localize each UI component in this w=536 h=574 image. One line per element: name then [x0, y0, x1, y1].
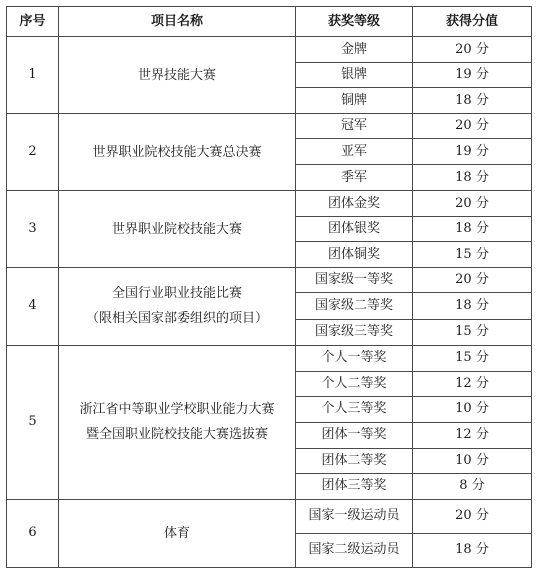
- project-name: [59, 191, 296, 268]
- project-name-line: 世界职业院校技能大赛: [111, 221, 242, 237]
- group-index: 6: [7, 499, 59, 567]
- table-row: [7, 191, 532, 217]
- award-level: 团体铜奖: [296, 242, 413, 268]
- award-score: 18 分: [413, 293, 532, 319]
- project-name: [59, 499, 296, 567]
- award-score: 18 分: [413, 533, 532, 567]
- award-score: 15 分: [413, 319, 532, 345]
- award-level: 团体三等奖: [296, 473, 413, 499]
- award-score: 20 分: [413, 37, 532, 63]
- award-score: 15 分: [413, 345, 532, 371]
- project-name-line: 世界技能大赛: [137, 67, 216, 83]
- group-index: 3: [7, 191, 59, 268]
- project-name-line: 体育: [163, 525, 190, 541]
- award-level: 国家一级运动员: [296, 499, 413, 533]
- award-level: 亚军: [296, 139, 413, 165]
- table-row: [7, 37, 532, 63]
- award-score: 10 分: [413, 448, 532, 473]
- project-name-line: 浙江省中等职业学校职业能力大赛: [79, 402, 275, 418]
- award-level: 团体二等奖: [296, 448, 413, 473]
- award-score: 12 分: [413, 371, 532, 396]
- award-score: 20 分: [413, 268, 532, 293]
- table-row: [7, 345, 532, 371]
- award-level: 国家级一等奖: [296, 268, 413, 293]
- award-score: 18 分: [413, 165, 532, 191]
- award-score: 20 分: [413, 191, 532, 217]
- award-score-table: [6, 6, 532, 568]
- table-row: [7, 268, 532, 293]
- project-name-line: 世界职业院校技能大赛总决赛: [92, 144, 262, 160]
- project-name: [59, 268, 296, 345]
- award-level: 个人一等奖: [296, 345, 413, 371]
- project-name-line: 全国行业职业技能比赛: [111, 286, 242, 302]
- award-score: 19 分: [413, 63, 532, 88]
- award-score: 20 分: [413, 499, 532, 533]
- award-score: 15 分: [413, 242, 532, 268]
- project-name: [59, 345, 296, 499]
- award-level: 个人三等奖: [296, 396, 413, 422]
- award-level: 金牌: [296, 37, 413, 63]
- project-name: [59, 37, 296, 114]
- award-level: 团体一等奖: [296, 422, 413, 448]
- table-header-row: [7, 7, 532, 37]
- header-index: 序号: [7, 7, 59, 37]
- project-name-line: （限相关国家部委组织的项目）: [85, 311, 268, 327]
- table-body: [7, 37, 532, 568]
- award-score: 18 分: [413, 88, 532, 114]
- header-score: 获得分值: [413, 7, 532, 37]
- award-score: 10 分: [413, 396, 532, 422]
- award-level: 银牌: [296, 63, 413, 88]
- header-project: 项目名称: [59, 7, 296, 37]
- award-level: 季军: [296, 165, 413, 191]
- award-level: 团体银奖: [296, 217, 413, 242]
- award-level: 国家二级运动员: [296, 533, 413, 567]
- group-index: 1: [7, 37, 59, 114]
- group-index: 5: [7, 345, 59, 499]
- award-score: 18 分: [413, 217, 532, 242]
- table-row: [7, 499, 532, 533]
- award-level: 国家级二等奖: [296, 293, 413, 319]
- award-level: 国家级三等奖: [296, 319, 413, 345]
- award-level: 冠军: [296, 114, 413, 139]
- project-name: [59, 114, 296, 191]
- award-score: 19 分: [413, 139, 532, 165]
- award-level: 个人二等奖: [296, 371, 413, 396]
- group-index: 2: [7, 114, 59, 191]
- award-level: 铜牌: [296, 88, 413, 114]
- project-name-line: 暨全国职业院校技能大赛选拔赛: [85, 427, 268, 443]
- award-level: 团体金奖: [296, 191, 413, 217]
- award-score: 20 分: [413, 114, 532, 139]
- award-score: 8 分: [413, 473, 532, 499]
- table-row: [7, 114, 532, 139]
- header-award-level: 获奖等级: [296, 7, 413, 37]
- group-index: 4: [7, 268, 59, 345]
- award-score: 12 分: [413, 422, 532, 448]
